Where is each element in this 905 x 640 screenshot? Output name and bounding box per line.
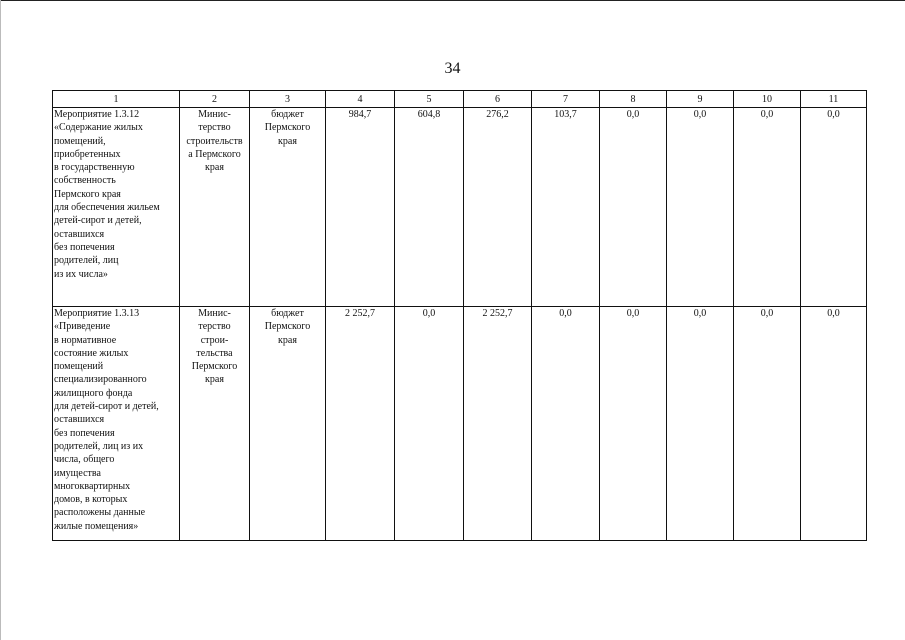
measure-description: Мероприятие 1.3.13 «Приведение в нормативное состояние жилых помещений специализированного жилищного фонда для детей-сирот и детей, оставшихся без попечения родителей, лиц из их числа, общего имущества многоквартирных домов, в которых расположены данные жилые помещения»: [53, 307, 180, 541]
funding-source-cell: бюджет Пермского края: [250, 307, 326, 541]
column-header: 5: [395, 91, 464, 108]
column-header: 11: [801, 91, 867, 108]
column-header: 7: [532, 91, 600, 108]
value-cell: 0,0: [600, 108, 667, 307]
value-cell: 2 252,7: [464, 307, 532, 541]
value-cell: 0,0: [667, 307, 734, 541]
budget-table: [52, 90, 867, 541]
column-header: 8: [600, 91, 667, 108]
executor-cell: Минис- терство строительств а Пермского края: [180, 108, 250, 307]
scan-top-edge: [0, 0, 905, 1]
column-header: 2: [180, 91, 250, 108]
value-cell: 0,0: [532, 307, 600, 541]
value-cell: 0,0: [600, 307, 667, 541]
value-cell: 0,0: [801, 307, 867, 541]
table-row: [53, 307, 867, 541]
value-cell: 0,0: [801, 108, 867, 307]
funding-source-cell: бюджет Пермского края: [250, 108, 326, 307]
column-header: 3: [250, 91, 326, 108]
table-row: [53, 108, 867, 307]
column-number-row: [53, 91, 867, 108]
value-cell: 0,0: [667, 108, 734, 307]
value-cell: 604,8: [395, 108, 464, 307]
measure-description: Мероприятие 1.3.12 «Содержание жилых помещений, приобретенных в государственную собственность Пермского края для обеспечения жильем детей-сирот и детей, оставшихся без попечения родителей, лиц из их числа»: [53, 108, 180, 307]
page-number: 34: [444, 60, 461, 77]
column-header: 10: [734, 91, 801, 108]
value-cell: 0,0: [734, 307, 801, 541]
value-cell: 0,0: [734, 108, 801, 307]
value-cell: 276,2: [464, 108, 532, 307]
value-cell: 984,7: [326, 108, 395, 307]
column-header: 1: [53, 91, 180, 108]
executor-cell: Минис- терство строи- тельства Пермского края: [180, 307, 250, 541]
column-header: 9: [667, 91, 734, 108]
scan-left-edge: [0, 0, 1, 640]
value-cell: 103,7: [532, 108, 600, 307]
column-header: 6: [464, 91, 532, 108]
value-cell: 0,0: [395, 307, 464, 541]
column-header: 4: [326, 91, 395, 108]
value-cell: 2 252,7: [326, 307, 395, 541]
